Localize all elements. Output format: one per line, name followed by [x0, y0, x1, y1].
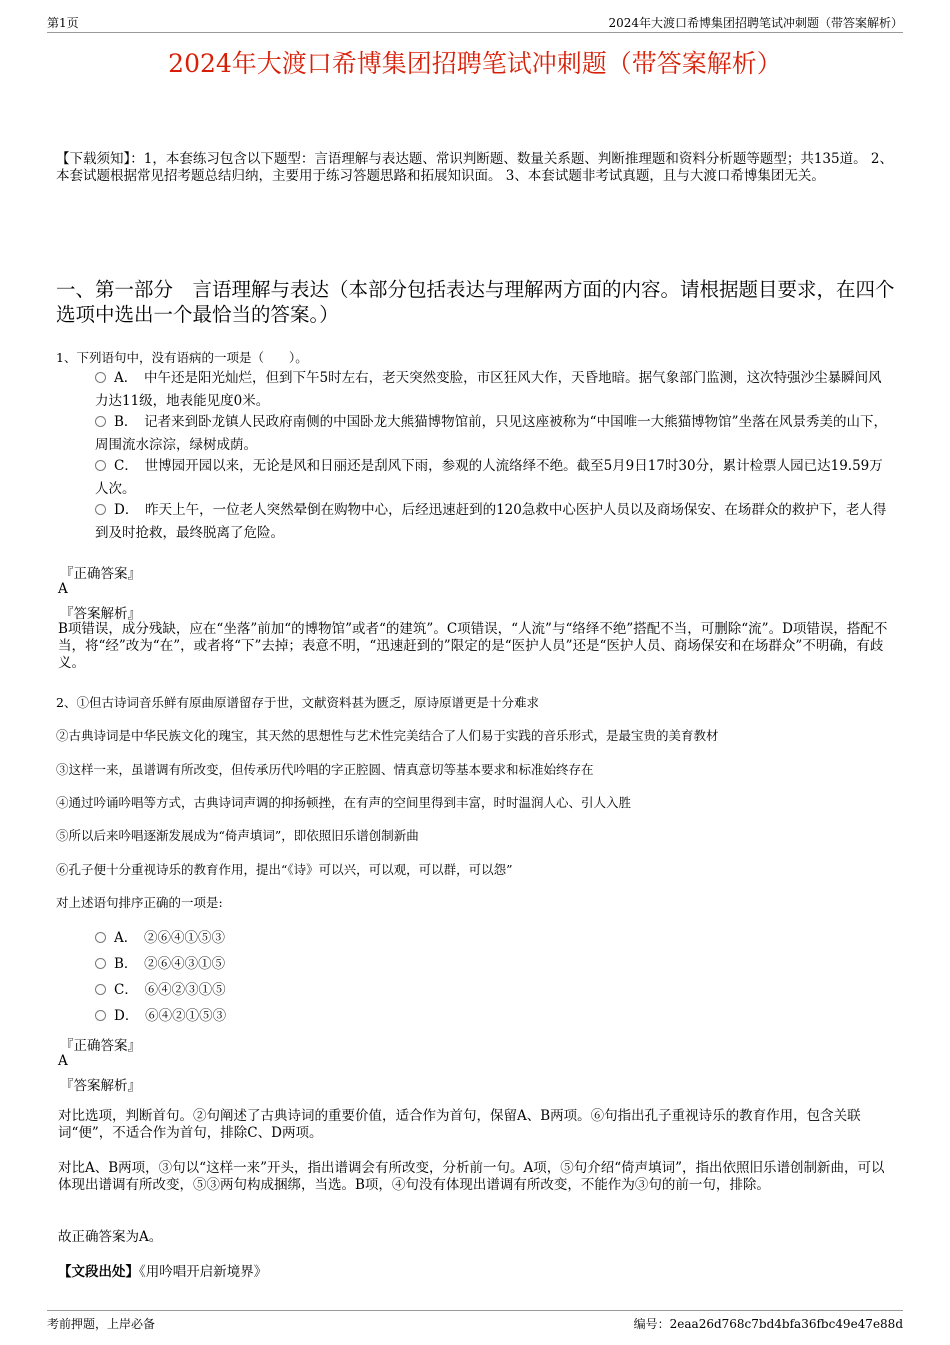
q2-answer-label: 『正确答案』 [60, 1038, 141, 1054]
notice-text: ：1，本套练习包含以下题型：言语理解与表达题、常识判断题、数量关系题、判断推理题和资料分析题等题型；共135道。 2、本套试题根据常见招考题总结归纳，主要用于练习答题思路和拓展知识面。 3、本套试题非考试真题，且与大渡口希博集团无关。 [56, 151, 893, 184]
q2-option-c[interactable] [95, 979, 895, 1002]
download-notice [56, 151, 896, 185]
q2-analysis-p3: 故正确答案为A。 [58, 1229, 163, 1245]
option-text: D． 昨天上午，一位老人突然晕倒在购物中心，后经迅速赶到的120急救中心医护人员以及商场保安、在场群众的救护下，老人得到及时抢救，最终脱离了危险。 [95, 502, 887, 541]
source-label: 【文段出处】 [58, 1264, 139, 1280]
q2-analysis-p1: 对比选项，判断首句。②句阐述了古典诗词的重要价值，适合作为首句，保留A、B两项。⑥句指出孔子重视诗乐的教育作用，包含关联词“便”，不适合作为首句，排除C、D两项。 [58, 1108, 861, 1141]
q1-option-c[interactable] [95, 455, 895, 500]
source-text: 《用吟唱开启新境界》 [139, 1264, 268, 1280]
q1-stem: 1、下列语句中，没有语病的一项是（ ）。 [56, 350, 308, 365]
radio-icon[interactable] [95, 958, 106, 969]
q2-statement-2: ②古典诗词是中华民族文化的瑰宝，其天然的思想性与艺术性完美结合了人们易于实践的音乐形式，是最宝贵的美育教材 [56, 728, 719, 743]
q2-option-d[interactable] [95, 1005, 895, 1028]
option-text: B． ②⑥④③①⑤ [114, 956, 226, 972]
radio-icon[interactable] [95, 984, 106, 995]
option-text: A． 中午还是阳光灿烂，但到下午5时左右，老天突然变脸，市区狂风大作，天昏地暗。据气象部门监测，这次特强沙尘暴瞬间风力达11级，地表能见度0米。 [95, 370, 882, 409]
q2-analysis-label: 『答案解析』 [60, 1078, 141, 1094]
header-title: 2024年大渡口希博集团招聘笔试冲刺题（带答案解析） [608, 16, 903, 30]
q2-statement-5: ⑤所以后来吟唱逐渐发展成为“倚声填词”，即依照旧乐谱创制新曲 [56, 828, 419, 843]
q1-analysis-label: 『答案解析』 [60, 606, 141, 622]
page-header [47, 14, 903, 33]
radio-icon[interactable] [95, 932, 106, 943]
option-text: D． ⑥④②①⑤③ [114, 1008, 227, 1024]
q2-statement-4: ④通过吟诵吟唱等方式，古典诗词声调的抑扬顿挫，在有声的空间里得到丰富，时时温润人心、引人入胜 [56, 795, 632, 810]
q2-statement-3: ③这样一来，虽谱调有所改变，但传承历代吟唱的字正腔圆、情真意切等基本要求和标准始终存在 [56, 762, 594, 777]
footer-id: 编号：2eaa26d768c7bd4bfa36fbc49e47e88d [633, 1317, 903, 1331]
q1-answer-label: 『正确答案』 [60, 566, 141, 582]
q2-source [58, 1264, 896, 1281]
q1-analysis: B项错误，成分残缺，应在“坐落”前加“的博物馆”或者“的建筑”。C项错误，“人流”与“络绎不绝”搭配不当，可删除“流”。D项错误，搭配不当，将“经”改为“在”，或者将“下”去掉；表意不明，“迅速赶到的”限定的是“医护人员”还是“医护人员、商场保安和在场群众”不明确，有歧义。 [58, 621, 888, 671]
q1-option-b[interactable] [95, 411, 895, 456]
q2-statement-6: ⑥孔子便十分重视诗乐的教育作用，提出“《诗》可以兴，可以观，可以群，可以怨” [56, 862, 513, 877]
q2-prompt: 对上述语句排序正确的一项是: [56, 895, 223, 910]
page-number: 第1页 [47, 16, 79, 30]
document-title: 2024年大渡口希博集团招聘笔试冲刺题（带答案解析） [168, 49, 782, 78]
radio-icon[interactable] [95, 504, 106, 515]
footer-slogan: 考前押题，上岸必备 [47, 1317, 156, 1331]
radio-icon[interactable] [95, 1010, 106, 1021]
q1-answer: A [58, 581, 68, 597]
q2-option-b[interactable] [95, 953, 895, 976]
option-text: C． ⑥④②③①⑤ [114, 982, 226, 998]
radio-icon[interactable] [95, 372, 106, 383]
q1-option-d[interactable] [95, 499, 895, 544]
radio-icon[interactable] [95, 416, 106, 427]
radio-icon[interactable] [95, 460, 106, 471]
q2-option-a[interactable] [95, 927, 895, 950]
q1-option-a[interactable] [95, 367, 895, 412]
page-footer [47, 1310, 903, 1333]
notice-label: 【下载须知】 [56, 151, 131, 167]
option-text: A． ②⑥④①⑤③ [114, 930, 225, 946]
section-heading: 一、第一部分 言语理解与表达（本部分包括表达与理解两方面的内容。请根据题目要求，在四个选项中选出一个最恰当的答案。） [56, 278, 895, 326]
option-text: C． 世博园开园以来，无论是风和日丽还是刮风下雨，参观的人流络绎不绝。截至5月9日17时30分，累计检票人园已达19.59万人次。 [95, 458, 883, 497]
q2-statement-1: 2、①但古诗词音乐鲜有原曲原谱留存于世，文献资料甚为匮乏，原诗原谱更是十分难求 [56, 695, 539, 710]
option-text: B． 记者来到卧龙镇人民政府南侧的中国卧龙大熊猫博物馆前，只见这座被称为“中国唯一大熊猫博物馆”坐落在风景秀美的山下，周围流水淙淙，绿树成荫。 [95, 414, 887, 453]
q2-answer: A [58, 1053, 68, 1069]
q2-analysis-p2: 对比A、B两项，③句以“这样一来”开头，指出谱调会有所改变，分析前一句。A项，⑤句介绍“倚声填词”，指出依照旧乐谱创制新曲，可以体现出谱调有所改变，⑤③两句构成捆绑，当选。B项，④句没有体现出谱调有所改变，不能作为③句的前一句，排除。 [58, 1160, 885, 1193]
